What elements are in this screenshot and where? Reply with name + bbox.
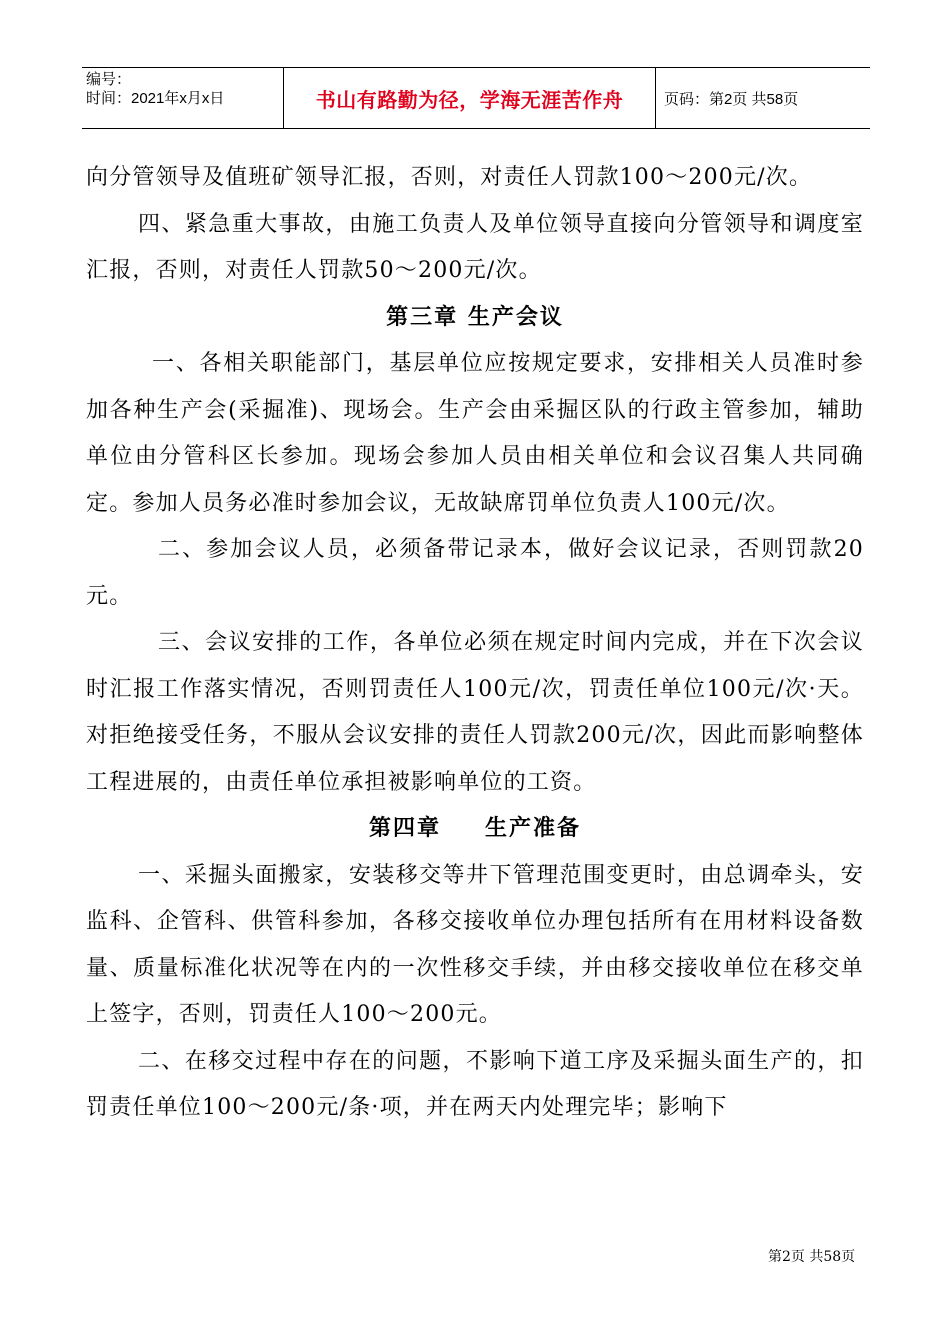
chapter-4-heading — [86, 806, 864, 853]
paragraph-handover-issues: 二、在移交过程中存在的问题，不影响下道工序及采掘头面生产的，扣罚责任单位100～200元/条·项，并在两天内处理完毕；影响下 — [86, 1048, 864, 1120]
chapter-3-heading — [86, 295, 864, 342]
page-footer-number: 第2页 共58页 — [768, 1249, 856, 1265]
paragraph-relocation-handover: 一、采掘头面搬家，安装移交等井下管理范围变更时，由总调牵头，安监科、企管科、供管科参加，各移交接收单位办理包括所有在用材料设备数量、质量标准化状况等在内的一次性移交手续，并由移交接收单位在移交单上签字，否则，罚责任人100～200元。 — [86, 862, 864, 1027]
document-body — [86, 155, 864, 1132]
page-header — [82, 67, 870, 129]
header-meta-cell — [82, 68, 284, 128]
paragraph-continuation: 向分管领导及值班矿领导汇报，否则，对责任人罚款100～200元/次。 — [86, 165, 813, 190]
document-number-label: 编号： — [86, 71, 132, 88]
paragraph-meeting-tasks: 三、会议安排的工作，各单位必须在规定时间内完成，并在下次会议时汇报工作落实情况，否则罚责任人100元/次，罚责任单位100元/次·天。对拒绝接受任务，不服从会议安排的责任人罚款200元/次，因此而影响整体工程进展的，由责任单位承担被影响单位的工资。 — [86, 630, 864, 795]
paragraph-meeting-records: 二、参加会议人员，必须备带记录本，做好会议记录，否则罚款20元。 — [86, 537, 864, 609]
header-motto: 书山有路勤为径，学海无涯苦作舟 — [284, 68, 656, 128]
chapter-3-name: 生产会议 — [467, 304, 564, 330]
document-time-label: 时间：2021年x月x日 — [86, 90, 225, 107]
header-page-code: 页码：第2页 共58页 — [664, 90, 799, 108]
chapter-4-name: 生产准备 — [485, 816, 582, 841]
chapter-3-number: 第三章 — [386, 304, 459, 330]
chapter-4-number: 第四章 — [368, 816, 441, 841]
paragraph-emergency-report: 四、紧急重大事故，由施工负责人及单位领导直接向分管领导和调度室汇报，否则，对责任人罚款50～200元/次。 — [86, 211, 864, 283]
paragraph-meeting-attendance: 一、各相关职能部门，基层单位应按规定要求，安排相关人员准时参加各种生产会(采掘准)、现场会。生产会由采掘区队的行政主管参加，辅助单位由分管科区长参加。现场会参加人员由相关单位和会议召集人共同确定。参加人员务必准时参加会议，无故缺席罚单位负责人100元/次。 — [86, 351, 864, 516]
